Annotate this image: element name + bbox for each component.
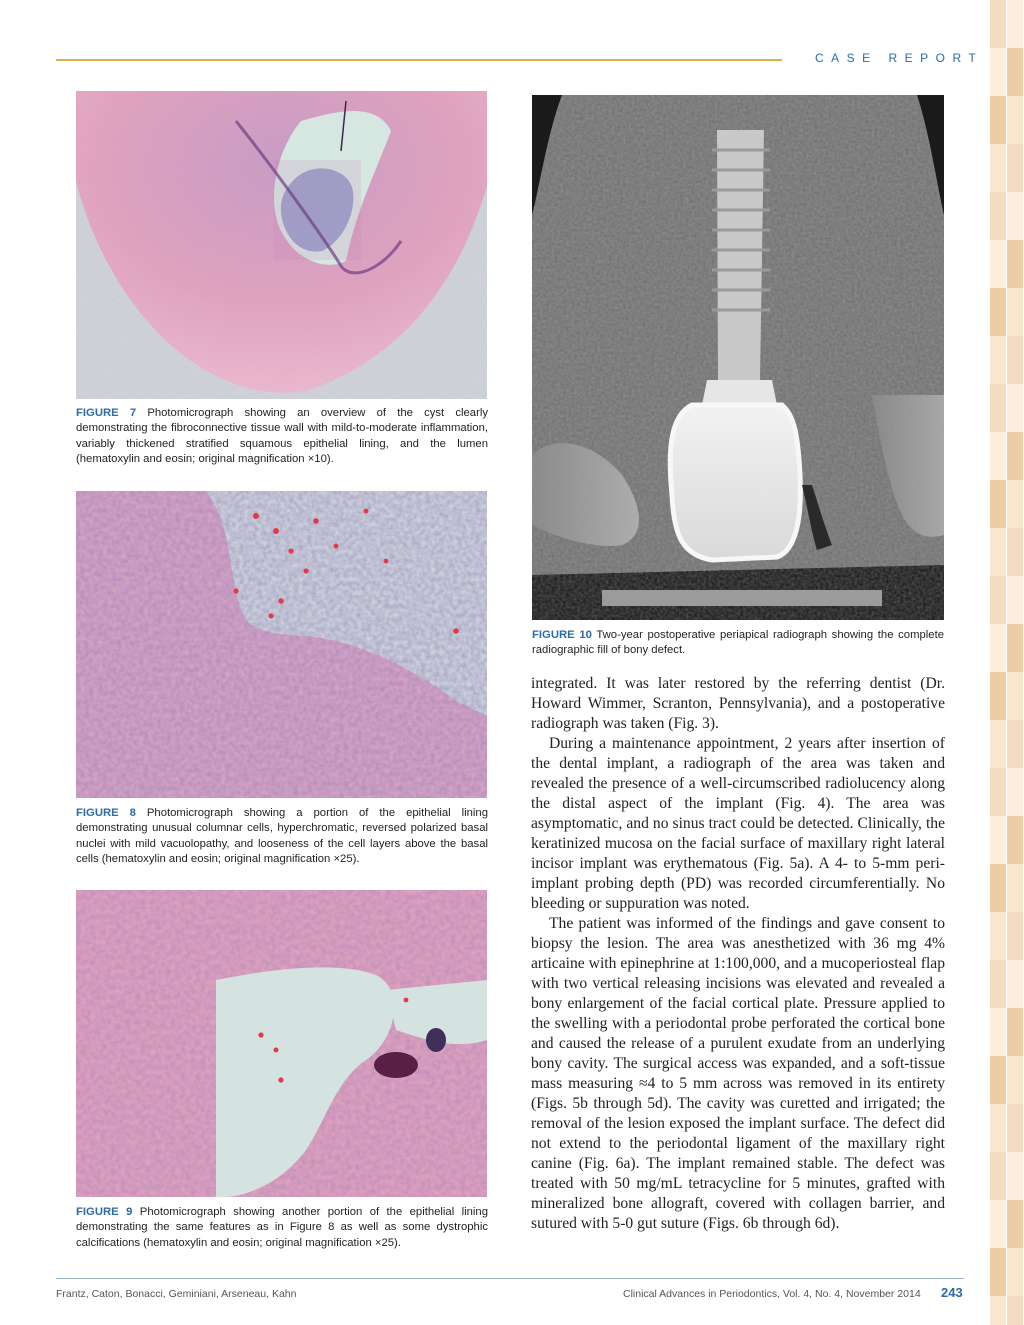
decorative-square: [990, 480, 1006, 496]
decorative-square: [990, 48, 1006, 64]
decorative-square: [990, 384, 1006, 400]
decorative-square: [1007, 480, 1023, 496]
decorative-square: [990, 0, 1006, 16]
decorative-square: [990, 928, 1006, 944]
header-rule: [56, 59, 782, 61]
decorative-square: [990, 784, 1006, 800]
decorative-square: [1007, 816, 1023, 832]
decorative-square: [1007, 640, 1023, 656]
decorative-square: [990, 992, 1006, 1008]
decorative-square: [1007, 368, 1023, 384]
body-paragraph: integrated. It was later restored by the referring dentist (Dr. Howard Wimmer, Scranton, Pennsylvania), and a postoperative radiograph was taken (Fig. 3).: [531, 675, 945, 732]
decorative-square: [990, 848, 1006, 864]
decorative-square: [990, 128, 1006, 144]
decorative-square: [1007, 1296, 1023, 1312]
decorative-square: [990, 1088, 1006, 1104]
decorative-square: [1007, 944, 1023, 960]
decorative-square: [990, 496, 1006, 512]
decorative-square: [1007, 608, 1023, 624]
figure-7-caption-text: Photomicrograph showing an overview of the cyst clearly demonstrating the fibroconnective tissue wall with mild-to-moderate inflammation, variably thickened stratified squamous epithelial lining, and the lumen (hematoxylin and eosin; original magnification ×10).: [76, 407, 488, 465]
body-paragraph: The patient was informed of the findings and gave consent to biopsy the lesion. The area was anesthetized with 36 mg 4% articaine with epinephrine at 1:100,000, and a mucoperiosteal flap with two vertical releasing incisions was elevated and revealed a bony enlargement of the facial cortical plate. Pressure applied to the swelling with a periodontal probe perforated the cortical bone and caused the release of a purulent exudate from an underlying bony cavity. The surgical access was expanded, and a soft-tissue mass measuring ≈4 to 5 mm across was removed in its entirety (Figs. 5b through 5d). The cavity was curetted and irrigated; the removal of the lesion exposed the implant surface. The defect did not extend to the periodontal ligament of the maxillary right canine (Fig. 6a). The implant remained stable. The defect was treated with 50 mg/mL tetracycline for 5 minutes, grafted with mineralized bone allograft, covered with collagen barrier, and sutured with 5-0 gut suture (Figs. 6b through 6d).: [531, 915, 945, 1232]
decorative-square: [990, 1248, 1006, 1264]
decorative-square: [990, 560, 1006, 576]
decorative-square: [990, 976, 1006, 992]
decorative-square: [990, 272, 1006, 288]
figure-7-label: FIGURE 7: [76, 407, 137, 419]
figure-8-photomicrograph: [76, 491, 487, 798]
decorative-square: [990, 1136, 1006, 1152]
decorative-square: [1007, 1024, 1023, 1040]
figure-10-caption: [532, 628, 944, 659]
decorative-square: [1007, 1264, 1023, 1280]
decorative-square: [1007, 832, 1023, 848]
decorative-square: [990, 336, 1006, 352]
decorative-square: [1007, 992, 1023, 1008]
decorative-square: [1007, 0, 1023, 16]
decorative-square: [990, 176, 1006, 192]
decorative-square: [990, 1040, 1006, 1056]
footer-authors: Frantz, Caton, Bonacci, Geminiani, Arseneau, Kahn: [56, 1288, 297, 1300]
decorative-square: [990, 896, 1006, 912]
decorative-square: [1007, 176, 1023, 192]
decorative-square: [1007, 672, 1023, 688]
decorative-square: [1007, 1088, 1023, 1104]
decorative-square: [1007, 400, 1023, 416]
decorative-square: [990, 640, 1006, 656]
decorative-square: [1007, 960, 1023, 976]
decorative-square: [990, 400, 1006, 416]
decorative-square: [1007, 336, 1023, 352]
decorative-square: [1007, 576, 1023, 592]
decorative-square: [990, 16, 1006, 32]
figure-7-photomicrograph: [76, 91, 487, 399]
decorative-square: [990, 1184, 1006, 1200]
decorative-square: [990, 1312, 1006, 1325]
decorative-square: [1007, 144, 1023, 160]
decorative-square: [1007, 208, 1023, 224]
decorative-square: [990, 96, 1006, 112]
decorative-square: [990, 112, 1006, 128]
decorative-square: [1007, 304, 1023, 320]
decorative-square: [1007, 688, 1023, 704]
decorative-square: [990, 736, 1006, 752]
figure-10-caption-text: Two-year postoperative periapical radiograph showing the complete radiographic fill of bony defect.: [532, 629, 944, 657]
decorative-square: [990, 1216, 1006, 1232]
decorative-square: [1007, 848, 1023, 864]
decorative-square: [1007, 80, 1023, 96]
decorative-square: [990, 1120, 1006, 1136]
figure-8-caption: [76, 806, 488, 867]
decorative-square: [990, 256, 1006, 272]
decorative-square: [1007, 928, 1023, 944]
decorative-square: [990, 1200, 1006, 1216]
decorative-square: [1007, 1056, 1023, 1072]
decorative-square: [990, 432, 1006, 448]
decorative-square: [990, 80, 1006, 96]
decorative-square: [1007, 976, 1023, 992]
decorative-square: [1007, 704, 1023, 720]
decorative-square: [1007, 352, 1023, 368]
decorative-square: [990, 688, 1006, 704]
decorative-square: [990, 160, 1006, 176]
figure-7-caption: [76, 406, 488, 467]
decorative-square: [1007, 1232, 1023, 1248]
decorative-square: [990, 320, 1006, 336]
decorative-square: [1007, 112, 1023, 128]
decorative-square: [990, 624, 1006, 640]
decorative-square: [990, 304, 1006, 320]
decorative-square: [1007, 288, 1023, 304]
figure-9-caption-text: Photomicrograph showing another portion of the epithelial lining demonstrating the same features as in Figure 8 as well as some dystrophic calcifications (hematoxylin and eosin; original magnification ×25).: [76, 1206, 489, 1249]
decorative-square: [1007, 1184, 1023, 1200]
figure-8-caption-text: Photomicrograph showing a portion of the epithelial lining demonstrating unusual columnar cells, hyperchromatic, reversed polarized basal nuclei with mild vacuolopathy, and looseness of the cell layers above the basal cells (hematoxylin and eosin; original magnification ×25).: [76, 807, 488, 865]
decorative-square: [1007, 1104, 1023, 1120]
decorative-square: [990, 1104, 1006, 1120]
decorative-square: [990, 64, 1006, 80]
decorative-square: [990, 768, 1006, 784]
footer-journal: Clinical Advances in Periodontics, Vol. 4, No. 4, November 2014: [623, 1288, 921, 1300]
decorative-square: [990, 656, 1006, 672]
decorative-square: [1007, 752, 1023, 768]
decorative-square: [1007, 448, 1023, 464]
decorative-square: [1007, 768, 1023, 784]
decorative-square: [1007, 256, 1023, 272]
decorative-square: [1007, 512, 1023, 528]
decorative-square: [1007, 192, 1023, 208]
decorative-square: [990, 224, 1006, 240]
decorative-square: [990, 1168, 1006, 1184]
footer-rule: [56, 1278, 964, 1279]
decorative-square: [990, 1008, 1006, 1024]
decorative-square: [1007, 784, 1023, 800]
decorative-square: [1007, 1072, 1023, 1088]
decorative-square: [1007, 1168, 1023, 1184]
decorative-square: [990, 512, 1006, 528]
decorative-square: [1007, 432, 1023, 448]
decorative-square: [990, 960, 1006, 976]
decorative-square: [1007, 1248, 1023, 1264]
decorative-square: [990, 912, 1006, 928]
decorative-square: [1007, 624, 1023, 640]
decorative-square: [1007, 224, 1023, 240]
decorative-square: [1007, 912, 1023, 928]
decorative-square: [990, 816, 1006, 832]
decorative-square: [1007, 1200, 1023, 1216]
decorative-square: [990, 704, 1006, 720]
decorative-square: [990, 832, 1006, 848]
decorative-square: [990, 1024, 1006, 1040]
decorative-square: [990, 416, 1006, 432]
decorative-square: [990, 576, 1006, 592]
figure-9-caption: [76, 1205, 488, 1251]
figure-9-photomicrograph: [76, 890, 487, 1197]
decorative-square: [990, 464, 1006, 480]
decorative-square: [990, 592, 1006, 608]
decorative-square: [1007, 16, 1023, 32]
decorative-square: [990, 1072, 1006, 1088]
decorative-square: [1007, 800, 1023, 816]
decorative-square: [990, 192, 1006, 208]
decorative-square: [1007, 240, 1023, 256]
decorative-square: [1007, 592, 1023, 608]
decorative-square: [990, 944, 1006, 960]
decorative-square: [1007, 160, 1023, 176]
decorative-square: [990, 352, 1006, 368]
decorative-square: [1007, 1152, 1023, 1168]
decorative-square: [1007, 896, 1023, 912]
decorative-square: [1007, 736, 1023, 752]
decorative-square: [1007, 1120, 1023, 1136]
decorative-square: [1007, 320, 1023, 336]
figure-9-label: FIGURE 9: [76, 1206, 133, 1218]
decorative-square: [1007, 48, 1023, 64]
decorative-square: [1007, 128, 1023, 144]
decorative-square: [990, 672, 1006, 688]
body-paragraph: During a maintenance appointment, 2 years after insertion of the dental implant, a radiograph of the area was taken and revealed the presence of a well-circumscribed radiolucency along the distal aspect of the implant (Fig. 4). The area was asymptomatic, and no sinus tract could be detected. Clinically, the keratinized mucosa on the facial surface of maxillary right lateral incisor implant was erythematous (Fig. 5a). A 4- to 5-mm peri-implant probing depth (PD) was recorded circumferentially. No bleeding or suppuration was noted.: [531, 735, 945, 912]
decorative-square: [990, 208, 1006, 224]
figure-10-label: FIGURE 10: [532, 629, 592, 641]
decorative-square: [1007, 32, 1023, 48]
decorative-square: [1007, 1008, 1023, 1024]
decorative-square: [1007, 880, 1023, 896]
decorative-square: [1007, 1280, 1023, 1296]
decorative-square: [990, 1280, 1006, 1296]
decorative-square: [1007, 528, 1023, 544]
decorative-square: [990, 144, 1006, 160]
decorative-square: [990, 608, 1006, 624]
decorative-square: [990, 880, 1006, 896]
decorative-square: [1007, 1040, 1023, 1056]
decorative-square: [1007, 864, 1023, 880]
decorative-square: [1007, 272, 1023, 288]
decorative-square: [990, 288, 1006, 304]
decorative-square: [990, 752, 1006, 768]
decorative-square: [990, 32, 1006, 48]
figure-8-label: FIGURE 8: [76, 807, 136, 819]
decorative-square: [1007, 96, 1023, 112]
decorative-square: [990, 720, 1006, 736]
decorative-square: [990, 800, 1006, 816]
decorative-square: [990, 1264, 1006, 1280]
decorative-square: [1007, 64, 1023, 80]
decorative-square: [990, 1152, 1006, 1168]
decorative-square: [1007, 1312, 1023, 1325]
decorative-square: [1007, 496, 1023, 512]
figure-10-radiograph: [532, 95, 944, 620]
decorative-square: [990, 1232, 1006, 1248]
decorative-square: [1007, 656, 1023, 672]
decorative-square: [990, 1296, 1006, 1312]
page-number: 243: [941, 1285, 963, 1300]
decorative-square: [990, 528, 1006, 544]
decorative-square: [1007, 384, 1023, 400]
decorative-square: [990, 1056, 1006, 1072]
decorative-square: [990, 544, 1006, 560]
decorative-square: [1007, 464, 1023, 480]
decorative-square: [1007, 1216, 1023, 1232]
decorative-square: [990, 448, 1006, 464]
section-label: CASE REPORT: [815, 51, 984, 65]
decorative-square: [990, 864, 1006, 880]
decorative-square: [1007, 544, 1023, 560]
body-text-column: [531, 674, 945, 1234]
decorative-square: [990, 240, 1006, 256]
decorative-square: [1007, 720, 1023, 736]
decorative-square: [1007, 416, 1023, 432]
decorative-square-grid: [990, 0, 1024, 1325]
decorative-square: [990, 368, 1006, 384]
decorative-square: [1007, 1136, 1023, 1152]
decorative-square: [1007, 560, 1023, 576]
